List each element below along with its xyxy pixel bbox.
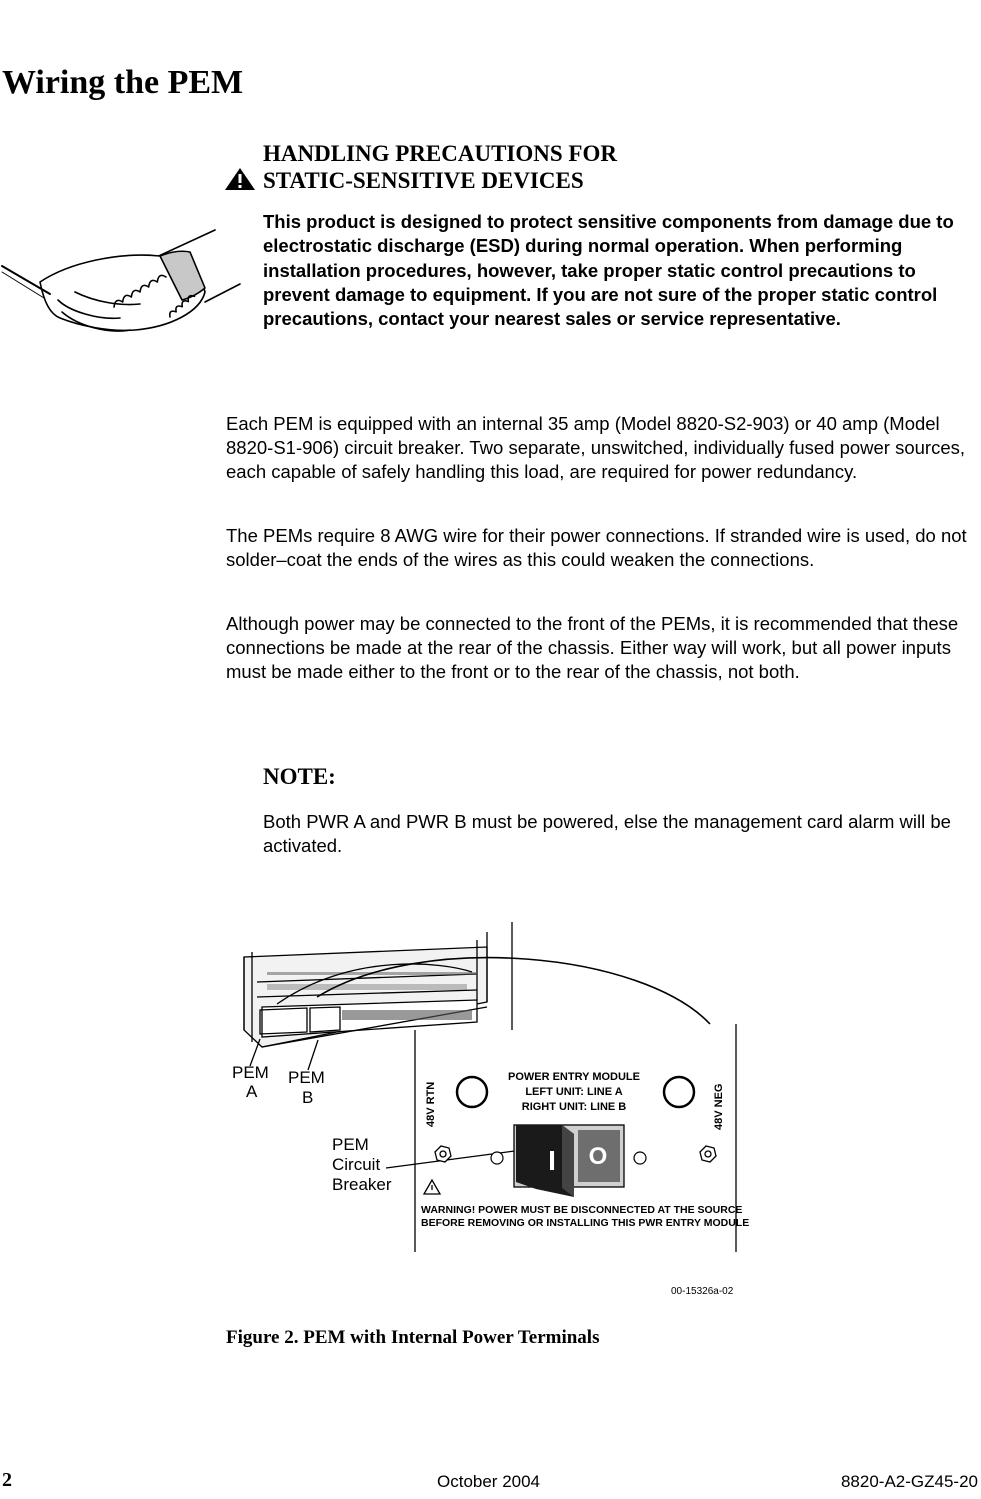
esd-wrist-strap-illustration <box>0 222 250 362</box>
page-title: Wiring the PEM <box>2 64 244 101</box>
breaker-label-line3: Breaker <box>332 1175 392 1194</box>
module-line3: RIGHT UNIT: LINE B <box>521 1101 627 1113</box>
pem-a-label-line2: A <box>246 1082 258 1101</box>
pem-b-label-line2: B <box>302 1088 314 1107</box>
left-indicator-hole <box>491 1152 503 1164</box>
panel-warning-icon <box>424 1180 440 1194</box>
switch-on-label: I <box>548 1145 556 1176</box>
rtn-terminal <box>457 1077 487 1107</box>
footer-date: October 2004 <box>437 1472 541 1491</box>
figure-caption: Figure 2. PEM with Internal Power Terminals <box>226 1327 600 1348</box>
panel-warning-line1: WARNING! POWER MUST BE DISCONNECTED AT THE SOURCE <box>421 1204 743 1216</box>
rtn-label: 48V RTN <box>425 1081 437 1127</box>
right-indicator-hole <box>634 1152 646 1164</box>
caution-heading-line2: STATIC-SENSITIVE DEVICES <box>263 168 584 193</box>
pem-a-label-line1: PEM <box>232 1063 269 1082</box>
warning-triangle-icon <box>224 167 256 191</box>
panel-warning-line2: BEFORE REMOVING OR INSTALLING THIS PWR ENTRY MODULE <box>421 1217 750 1229</box>
body-paragraph-1: Each PEM is equipped with an internal 35 amp (Model 8820-S2-903) or 40 amp (Model 8820-S1-906) circuit breaker. Two separate, unswitched, individually fused power sources, each capable of safely handling this load, are required for power redundancy. <box>226 413 966 482</box>
neg-terminal <box>664 1077 694 1107</box>
body-paragraph-2: The PEMs require 8 AWG wire for their power connections. If stranded wire is used, do not solder–coat the ends of the wires as this could weaken the connections. <box>226 525 967 570</box>
footer-doc-number: 8820-A2-GZ45-20 <box>840 1472 978 1491</box>
figure-id: 00-15326a-02 <box>671 1286 734 1297</box>
pem-diagram <box>222 912 762 1302</box>
module-line2: LEFT UNIT: LINE A <box>525 1086 623 1098</box>
switch-off-label: O <box>588 1143 608 1170</box>
breaker-label-line1: PEM <box>332 1135 369 1154</box>
note-heading: NOTE: <box>263 764 336 789</box>
caution-body: This product is designed to protect sensitive components from damage due to electrostatic discharge (ESD) during normal operation. When performing installation procedures, however, take proper static control precautions to prevent damage to equipment. If you are not sure of the proper static control precautions, contact your nearest sales or service representative. <box>263 211 954 330</box>
caution-heading <box>263 140 617 194</box>
caution-heading-line1: HANDLING PRECAUTIONS FOR <box>263 141 617 166</box>
body-paragraph-3: Although power may be connected to the front of the PEMs, it is recommended that these connections be made at the rear of the chassis. Either way will work, but all power inputs must be made either to the front or to the rear of the chassis, not both. <box>226 613 959 682</box>
breaker-label-line2: Circuit <box>332 1155 381 1174</box>
circuit-breaker-switch <box>514 1125 624 1197</box>
footer-page-number: 2 <box>2 1469 12 1491</box>
right-screw-icon <box>700 1146 716 1162</box>
note-body: Both PWR A and PWR B must be powered, else the management card alarm will be activated. <box>263 811 951 856</box>
module-line1: POWER ENTRY MODULE <box>507 1071 641 1083</box>
neg-label: 48V NEG <box>713 1083 725 1130</box>
pem-b-label-line1: PEM <box>288 1068 325 1087</box>
